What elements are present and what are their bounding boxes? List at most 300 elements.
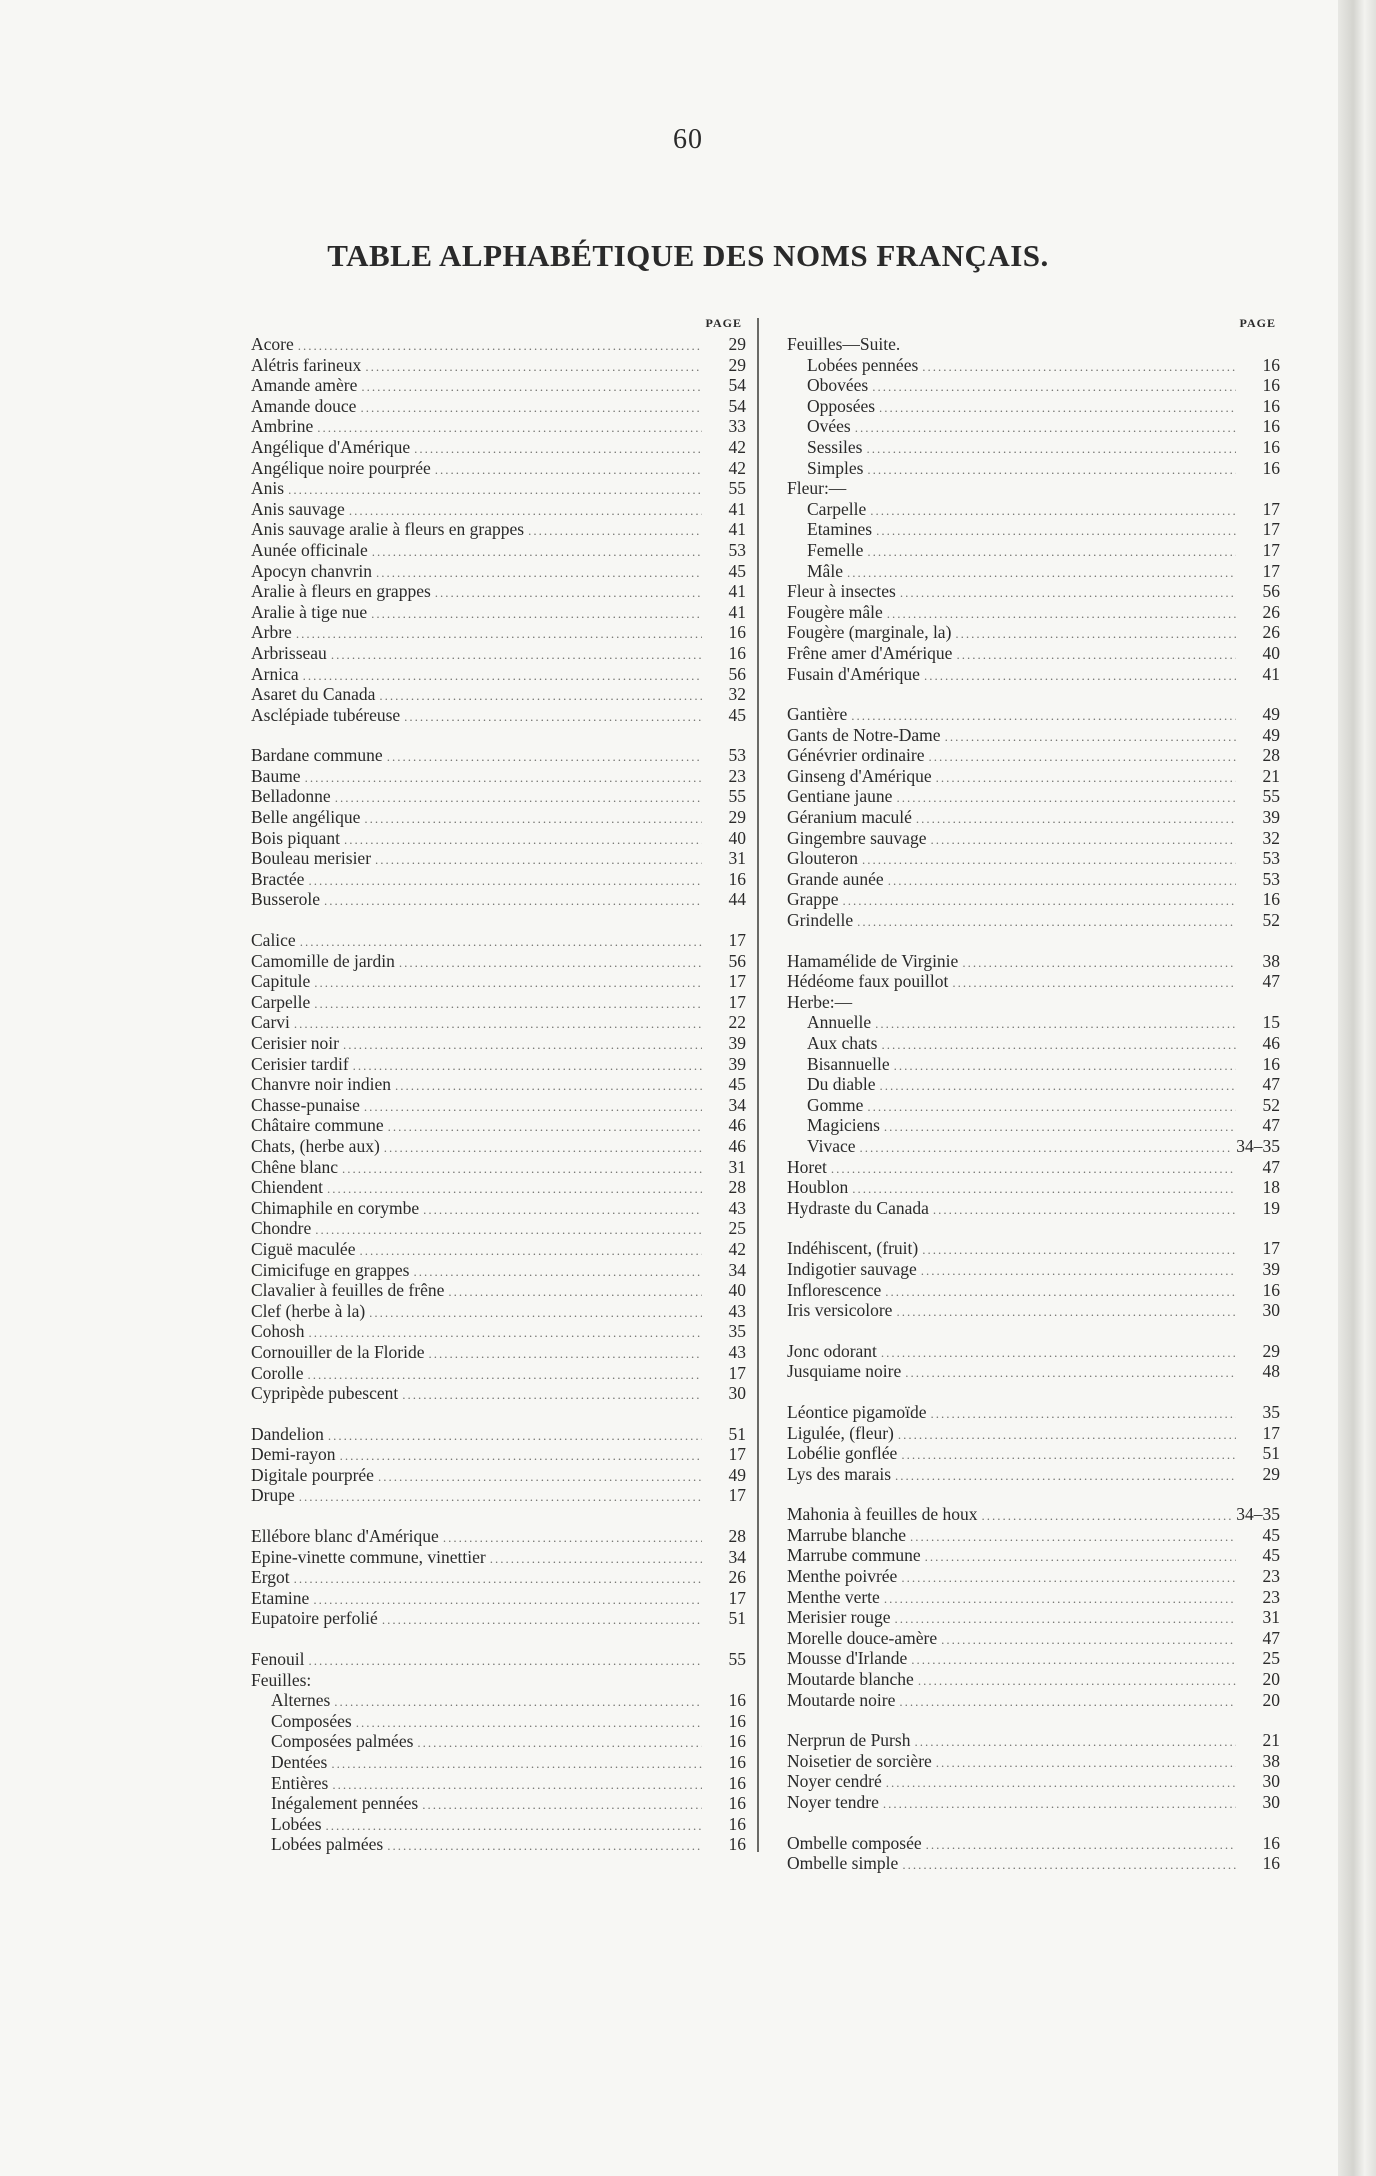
entry-name: Composées [271, 1710, 352, 1731]
index-entry [787, 1833, 1280, 1854]
dot-leader [918, 1671, 1236, 1692]
index-entry [251, 889, 746, 910]
entry-name: Amande amère [251, 375, 358, 396]
dot-leader [881, 1343, 1236, 1364]
dot-leader [875, 1014, 1236, 1035]
dot-leader [361, 377, 702, 398]
group-gap [787, 1218, 1280, 1238]
page-column-label: PAGE [1239, 316, 1276, 330]
entry-name: Bois piquant [251, 827, 340, 848]
entry-name: Hydraste du Canada [787, 1197, 929, 1218]
dot-leader [399, 953, 702, 974]
entry-page: 17 [728, 1587, 746, 1608]
dot-leader [872, 377, 1236, 398]
entry-name: Marrube commune [787, 1545, 921, 1566]
index-entry [251, 499, 746, 520]
entry-name: Opposées [807, 395, 876, 416]
entry-name: Alétris farineux [251, 354, 362, 375]
entry-page: 16 [1262, 1279, 1280, 1300]
entry-page: 16 [728, 1813, 746, 1834]
entry-name: Femelle [807, 539, 864, 560]
dot-leader [851, 706, 1236, 727]
entry-name: Houblon [787, 1177, 849, 1198]
dot-leader [896, 788, 1236, 809]
index-entry [787, 1587, 1280, 1608]
dot-leader [328, 1426, 702, 1447]
dot-leader [870, 501, 1236, 522]
entry-page: 23 [1262, 1586, 1280, 1607]
entry-name: Sessiles [807, 436, 863, 457]
index-entry [251, 1074, 746, 1095]
dot-leader [359, 1241, 702, 1262]
entry-name: Inégalement pennées [271, 1793, 419, 1814]
entry-page: 16 [1262, 889, 1280, 910]
entry-name: Magiciens [807, 1115, 880, 1136]
index-entry [787, 1361, 1280, 1382]
dot-leader [884, 1589, 1236, 1610]
entry-page: 29 [728, 334, 746, 354]
entry-name: Chats, (herbe aux) [251, 1135, 380, 1156]
index-entry [251, 519, 746, 540]
entry-page: 29 [728, 807, 746, 828]
entry-name: Cerisier tardif [251, 1053, 349, 1074]
dot-leader [862, 850, 1236, 871]
entry-name: Obovées [807, 375, 869, 396]
entry-page: 17 [1262, 1422, 1280, 1443]
entry-page: 16 [1262, 395, 1280, 416]
dot-leader [855, 418, 1236, 439]
entry-page: 28 [1262, 745, 1280, 766]
index-entry [787, 622, 1280, 643]
entry-name: Marrube blanche [787, 1524, 907, 1545]
dot-leader [404, 707, 702, 728]
index-entry [787, 437, 1280, 458]
column-divider [757, 318, 759, 1852]
dot-leader [349, 501, 702, 522]
dot-leader [369, 1303, 702, 1324]
entry-page: 16 [728, 1690, 746, 1711]
entry-page: 16 [1262, 457, 1280, 478]
index-heading [787, 334, 1280, 355]
index-entry [251, 1157, 746, 1178]
index-entry [787, 1690, 1280, 1711]
entry-name: Fleur:— [787, 478, 847, 499]
dot-leader [378, 1467, 702, 1488]
entry-page: 30 [1262, 1300, 1280, 1321]
entry-page: 40 [1262, 642, 1280, 663]
entry-name: Cornouiller de la Floride [251, 1341, 425, 1362]
entry-name: Lobées palmées [271, 1834, 384, 1855]
dot-leader [911, 1650, 1236, 1671]
entry-page: 56 [728, 663, 746, 684]
entry-name: Moutarde blanche [787, 1669, 914, 1690]
index-entry [787, 355, 1280, 376]
entry-name: Belle angélique [251, 807, 361, 828]
dot-leader [922, 357, 1236, 378]
entry-name: Hamamélide de Virginie [787, 950, 959, 971]
entry-name: Lobélie gonflée [787, 1443, 898, 1464]
index-entry [251, 1342, 746, 1363]
dot-leader [886, 1773, 1236, 1794]
index-entry [787, 951, 1280, 972]
index-entry [787, 1423, 1280, 1444]
index-entry [251, 622, 746, 643]
dot-leader [922, 1240, 1236, 1261]
entry-page: 47 [1262, 1115, 1280, 1136]
index-entry [251, 745, 746, 766]
group-gap [251, 1506, 746, 1526]
entry-page: 42 [728, 457, 746, 478]
entry-name: Ambrine [251, 416, 314, 437]
entry-name: Aux chats [807, 1033, 878, 1053]
entry-page: 45 [728, 704, 746, 725]
entry-name: Cerisier noir [251, 1033, 339, 1053]
index-entry [251, 1814, 746, 1835]
entry-name: Baume [251, 765, 301, 786]
index-entry [251, 1301, 746, 1322]
entry-name: Calice [251, 930, 296, 951]
group-gap [251, 1629, 746, 1649]
entry-name: Capitule [251, 971, 311, 992]
entry-name: Vivace [807, 1135, 856, 1156]
entry-page: 51 [1262, 1443, 1280, 1464]
entry-page: 49 [1262, 704, 1280, 725]
index-entry [251, 951, 746, 972]
entry-page: 45 [728, 1074, 746, 1095]
index-heading [251, 1670, 746, 1691]
entry-page: 17 [728, 1485, 746, 1506]
entry-name: Fleur à insectes [787, 581, 896, 602]
entry-name: Lobées [271, 1813, 322, 1834]
index-entry [251, 705, 746, 726]
entry-name: Ergot [251, 1567, 290, 1588]
entry-name: Bractée [251, 868, 305, 889]
dot-leader [852, 1179, 1236, 1200]
entry-page: 32 [1262, 827, 1280, 848]
entry-name: Hédéome faux pouillot [787, 971, 949, 992]
entry-name: Chasse-punaise [251, 1094, 360, 1115]
entry-name: Lys des marais [787, 1463, 892, 1484]
dot-leader [387, 747, 702, 768]
entry-name: Ombelle composée [787, 1832, 922, 1853]
entry-page: 47 [1262, 1074, 1280, 1095]
index-entry [787, 1012, 1280, 1033]
entry-page: 52 [1262, 910, 1280, 931]
entry-page: 51 [728, 1423, 746, 1444]
entry-name: Etamines [807, 519, 873, 540]
index-entry [251, 1567, 746, 1588]
entry-name: Noyer cendré [787, 1771, 882, 1792]
dot-leader [413, 1262, 702, 1283]
entry-name: Fenouil [251, 1649, 305, 1670]
entry-page: 31 [728, 1156, 746, 1177]
entry-name: Chiendent [251, 1177, 323, 1198]
index-entry [251, 561, 746, 582]
index-entry [787, 602, 1280, 623]
index-entry [787, 786, 1280, 807]
entry-name: Chanvre noir indien [251, 1074, 391, 1095]
index-entry [787, 1853, 1280, 1874]
entry-name: Demi-rayon [251, 1444, 336, 1465]
entry-name: Ligulée, (fleur) [787, 1422, 894, 1443]
group-gap [251, 910, 746, 930]
entry-name: Acore [251, 334, 294, 354]
entry-name: Anis [251, 478, 285, 499]
entry-name: Anis sauvage aralie à fleurs en grappes [251, 519, 525, 540]
entry-page: 53 [728, 745, 746, 766]
index-entry [787, 458, 1280, 479]
dot-leader [926, 1835, 1236, 1856]
index-entry [787, 1464, 1280, 1485]
entry-name: Aralie à tige nue [251, 601, 368, 622]
entry-name: Glouteron [787, 848, 858, 869]
dot-leader [308, 871, 702, 892]
entry-page: 16 [1262, 375, 1280, 396]
index-entry [251, 766, 746, 787]
index-entry [251, 1424, 746, 1445]
entry-name: Digitale pourprée [251, 1464, 374, 1485]
entry-page: 17 [728, 930, 746, 951]
entry-name: Indéhiscent, (fruit) [787, 1238, 919, 1259]
dot-leader [857, 912, 1236, 933]
dot-leader [883, 1794, 1236, 1815]
index-entry [251, 1690, 746, 1711]
dot-leader [933, 1200, 1236, 1221]
entry-page: 16 [1262, 1853, 1280, 1874]
dot-leader [899, 1692, 1236, 1713]
index-entry [251, 581, 746, 602]
entry-page: 26 [1262, 601, 1280, 622]
dot-leader [916, 809, 1236, 830]
index-entry [251, 375, 746, 396]
entry-name: Géranium maculé [787, 807, 912, 828]
entry-name: Jusquiame noire [787, 1361, 902, 1382]
entry-name: Menthe poivrée [787, 1566, 898, 1587]
entry-name: Epine-vinette commune, vinettier [251, 1546, 486, 1567]
entry-page: 16 [728, 1731, 746, 1752]
entry-page: 47 [1262, 971, 1280, 992]
entry-page: 40 [728, 827, 746, 848]
dot-leader [867, 1097, 1236, 1118]
index-entry [787, 1341, 1280, 1362]
entry-page: 23 [1262, 1566, 1280, 1587]
entry-page: 26 [728, 1567, 746, 1588]
dot-leader [353, 1056, 702, 1077]
index-entry [251, 1177, 746, 1198]
entry-name: Ovées [807, 416, 851, 437]
entry-page: 56 [1262, 581, 1280, 602]
index-entry [251, 1485, 746, 1506]
dot-leader [945, 727, 1236, 748]
index-entry [251, 416, 746, 437]
entry-page: 28 [728, 1526, 746, 1547]
index-entry [787, 807, 1280, 828]
entry-page: 17 [728, 1444, 746, 1465]
dot-leader [296, 624, 702, 645]
entry-page: 46 [728, 1135, 746, 1156]
entry-page: 16 [728, 1793, 746, 1814]
group-gap [787, 1710, 1280, 1730]
entry-page: 34–35 [1236, 1504, 1280, 1525]
entry-page: 16 [1262, 1832, 1280, 1853]
entry-name: Carpelle [807, 498, 867, 519]
index-entry [787, 1504, 1280, 1525]
entry-name: Cimicifuge en grappes [251, 1259, 410, 1280]
dot-leader [313, 1590, 702, 1611]
dot-leader [843, 891, 1236, 912]
entry-page: 54 [728, 375, 746, 396]
index-entry [251, 1280, 746, 1301]
entry-page: 41 [728, 519, 746, 540]
dot-leader [417, 1733, 702, 1754]
dot-leader [305, 768, 702, 789]
entry-name: Etamine [251, 1587, 310, 1608]
index-entry [251, 334, 746, 355]
index-entry [787, 869, 1280, 890]
index-entry [787, 581, 1280, 602]
entry-page: 17 [1262, 498, 1280, 519]
dot-leader [528, 521, 702, 542]
entry-name: Asclépiade tubéreuse [251, 704, 401, 725]
entry-name: Feuilles: [251, 1669, 312, 1690]
dot-leader [898, 1425, 1236, 1446]
index-entry [787, 1607, 1280, 1628]
dot-leader [921, 1261, 1236, 1282]
entry-page: 33 [728, 416, 746, 437]
index-entry [787, 1115, 1280, 1136]
index-entry [787, 1280, 1280, 1301]
entry-name: Lobées pennées [807, 354, 919, 375]
entry-page: 55 [728, 1649, 746, 1670]
entry-page: 29 [1262, 1463, 1280, 1484]
entry-name: Gingembre sauvage [787, 827, 927, 848]
index-entry [787, 499, 1280, 520]
index-entry [251, 1033, 746, 1054]
index-entry [251, 1526, 746, 1547]
entry-name: Ciguë maculée [251, 1238, 356, 1259]
index-entry [787, 1074, 1280, 1095]
entry-page: 41 [728, 601, 746, 622]
index-entry [787, 1545, 1280, 1566]
entry-page: 34 [728, 1546, 746, 1567]
index-entry [787, 1157, 1280, 1178]
entry-name: Composées palmées [271, 1731, 414, 1752]
group-gap [787, 1813, 1280, 1833]
dot-leader [343, 1035, 702, 1056]
dot-leader [930, 830, 1236, 851]
index-entry [787, 1443, 1280, 1464]
entry-page: 39 [1262, 1258, 1280, 1279]
dot-leader [294, 1014, 702, 1035]
index-heading [787, 478, 1280, 499]
entry-page: 16 [728, 622, 746, 643]
entry-page: 35 [1262, 1401, 1280, 1422]
group-gap [251, 1404, 746, 1424]
dot-leader [317, 418, 702, 439]
index-entry [787, 1669, 1280, 1690]
entry-name: Châtaire commune [251, 1115, 384, 1136]
entry-page: 17 [1262, 519, 1280, 540]
left-index-column [251, 316, 746, 1855]
index-entry [251, 869, 746, 890]
dot-leader [384, 1138, 702, 1159]
entry-name: Aunée officinale [251, 539, 368, 560]
index-entry [787, 1566, 1280, 1587]
entry-page: 16 [728, 1710, 746, 1731]
dot-leader [867, 542, 1236, 563]
index-entry [251, 1731, 746, 1752]
entry-page: 16 [728, 1834, 746, 1855]
entry-page: 48 [1262, 1361, 1280, 1382]
dot-leader [308, 1651, 702, 1672]
entry-page: 54 [728, 395, 746, 416]
page-edge [1338, 0, 1376, 2176]
entry-name: Gants de Notre-Dame [787, 724, 941, 745]
right-index-column [787, 316, 1280, 1874]
index-heading [787, 992, 1280, 1013]
group-gap [787, 1484, 1280, 1504]
dot-leader [895, 1609, 1236, 1630]
entry-page: 46 [728, 1115, 746, 1136]
index-entry [251, 458, 746, 479]
entry-name: Ginseng d'Amérique [787, 765, 932, 786]
entry-name: Dandelion [251, 1423, 324, 1444]
entry-page: 41 [1262, 663, 1280, 684]
entry-page: 45 [1262, 1545, 1280, 1566]
entry-name: Chimaphile en corymbe [251, 1197, 420, 1218]
entry-page: 35 [728, 1321, 746, 1342]
entry-page: 41 [728, 498, 746, 519]
dot-leader [308, 1323, 702, 1344]
entry-page: 40 [728, 1280, 746, 1301]
entry-name: Noisetier de sorcière [787, 1750, 932, 1771]
entry-name: Corolle [251, 1362, 304, 1383]
entry-name: Eupatoire perfolié [251, 1608, 378, 1629]
dot-leader [900, 583, 1236, 604]
dot-leader [925, 1547, 1236, 1568]
entry-name: Inflorescence [787, 1279, 882, 1300]
index-entry [787, 416, 1280, 437]
index-entry [251, 1465, 746, 1486]
entry-page: 45 [1262, 1524, 1280, 1545]
entry-name: Grande aunée [787, 868, 884, 889]
entry-page: 16 [728, 1772, 746, 1793]
entry-page: 41 [728, 581, 746, 602]
index-entry [251, 1136, 746, 1157]
index-entry [787, 889, 1280, 910]
index-entry [251, 1588, 746, 1609]
entry-name: Dentées [271, 1752, 328, 1772]
entry-name: Ellébore blanc d'Amérique [251, 1526, 439, 1547]
entry-name: Angélique d'Amérique [251, 436, 411, 457]
entry-name: Gomme [807, 1094, 864, 1115]
entry-name: Grappe [787, 889, 839, 910]
dot-leader [448, 1282, 702, 1303]
index-entry [251, 1649, 746, 1670]
entry-name: Clavalier à feuilles de frêne [251, 1280, 445, 1301]
dot-leader [876, 521, 1236, 542]
entry-name: Belladonne [251, 786, 331, 807]
dot-leader [327, 1179, 702, 1200]
dot-leader [379, 686, 702, 707]
index-entry [251, 786, 746, 807]
entry-page: 17 [1262, 560, 1280, 581]
index-entry [787, 561, 1280, 582]
entry-page: 51 [728, 1608, 746, 1629]
entry-page: 34 [728, 1094, 746, 1115]
entry-page: 26 [1262, 622, 1280, 643]
entry-page: 16 [1262, 354, 1280, 375]
